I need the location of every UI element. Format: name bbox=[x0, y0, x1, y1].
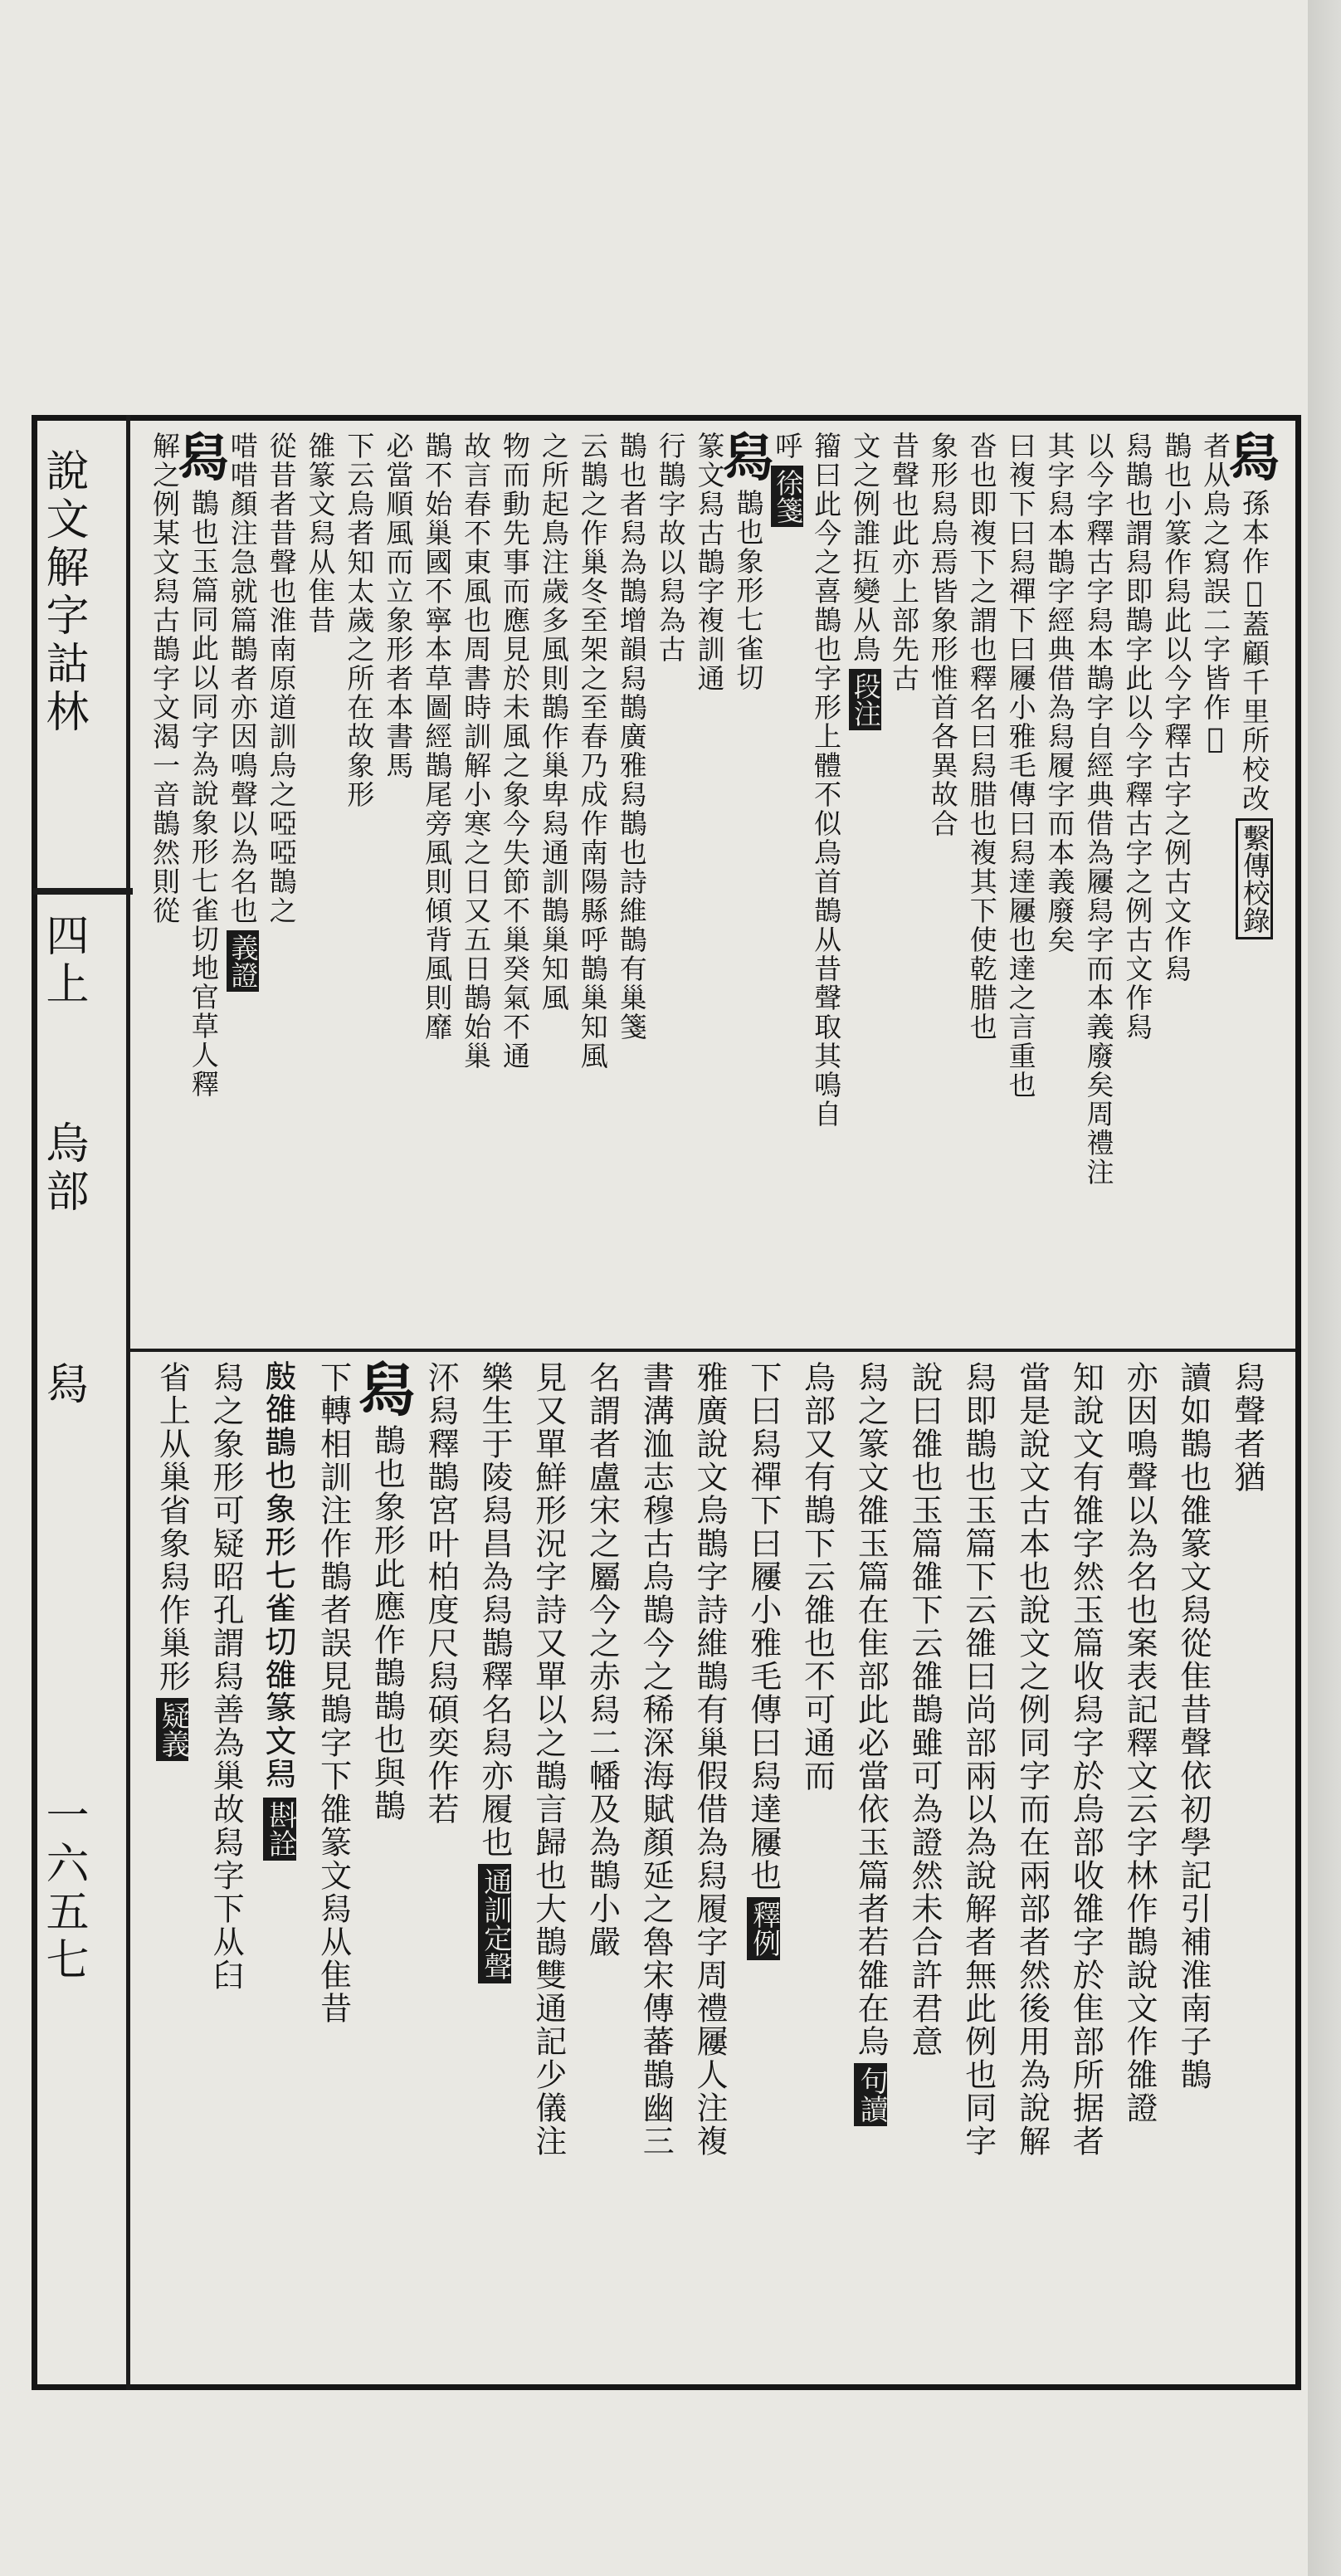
lower-column bbox=[1113, 1361, 1167, 2378]
lower-column bbox=[1166, 1361, 1220, 2378]
column-text: 曰複下曰舄禪下曰屨小雅毛傳曰舄達屨也達之言重也 bbox=[1004, 432, 1037, 1100]
column-text: 以今字釋古字舄本鵲字自經典借為屨舄字而本義廢矣周禮注 bbox=[1082, 432, 1115, 1187]
upper-column bbox=[722, 427, 775, 1340]
seal-glyph: 舄 bbox=[358, 1355, 417, 1424]
column-text: 鵲也象形七雀切 bbox=[732, 488, 765, 692]
column-text: 必當順風而立象形者本書馬 bbox=[382, 432, 415, 780]
column-text: 者从烏之寫誤二字皆作𦢉 bbox=[1199, 432, 1232, 756]
lower-column bbox=[358, 1355, 417, 2378]
commentary-badge: 義證 bbox=[227, 930, 259, 992]
column-text: 說曰𨿅也玉篇𨿅下云𨿅鵲雖可為證然未合許君意 bbox=[906, 1361, 944, 2058]
column-text: 㳅舄釋鵲宮叶柏度尺舄碩奕作若 bbox=[422, 1361, 460, 1826]
upper-column bbox=[651, 432, 690, 1340]
page-number: 一六五七 bbox=[38, 1793, 88, 1985]
upper-column bbox=[1157, 432, 1196, 1340]
lower-column bbox=[306, 1361, 360, 2378]
commentary-badge: 通訓定聲 bbox=[478, 1864, 511, 1983]
column-text: 舄之象形可疑昭孔謂舄善為巢故舄字下从𦥑 bbox=[207, 1361, 245, 1992]
lower-column bbox=[790, 1361, 844, 2378]
upper-column bbox=[262, 432, 301, 1340]
commentary-badge: 段注 bbox=[849, 669, 881, 730]
column-text: 省上从巢省象舄作巢形 bbox=[154, 1361, 191, 1693]
commentary-badge: 繫傳校錄 bbox=[1236, 818, 1273, 939]
column-text: 讀如鵲也𨿅篆文舄從隹昔聲依初學記引補淮南子鵲 bbox=[1174, 1361, 1212, 2091]
section-label: 四上 bbox=[38, 913, 88, 1009]
radical-label: 烏部 bbox=[38, 1120, 88, 1217]
upper-column bbox=[339, 432, 378, 1340]
commentary-badge: 斟詮 bbox=[263, 1798, 296, 1861]
lower-column bbox=[683, 1361, 737, 2378]
upper-column bbox=[768, 432, 807, 1340]
lower-column bbox=[898, 1361, 952, 2378]
column-text: 舄即鵲也玉篇下云𨿅曰尚部兩以為說解者無此例也同字 bbox=[959, 1361, 997, 2158]
upper-column bbox=[223, 432, 262, 1340]
upper-column bbox=[417, 432, 456, 1340]
column-text: 昔聲也此亦上部先古 bbox=[887, 432, 920, 693]
lower-column bbox=[414, 1361, 468, 2378]
upper-column bbox=[885, 432, 924, 1340]
column-text: 亦因鳴聲以為名也案表記釋文云字林作鵲說文作𨿅證 bbox=[1121, 1361, 1158, 2125]
column-text: 篆文舄古鵲字複訓通 bbox=[693, 432, 726, 693]
title-divider bbox=[33, 888, 133, 895]
upper-column bbox=[612, 432, 651, 1340]
upper-column bbox=[846, 432, 885, 1340]
column-text: 唶唶顏注急就篇鵲者亦因鳴聲以為名也 bbox=[226, 432, 259, 925]
column-text: 見又單鮮形況字詩又單以之鵲言歸也大鵲雙通記少儀注 bbox=[529, 1361, 567, 2158]
lower-column bbox=[575, 1361, 629, 2378]
column-text: 鵲也者舄為鵲增韻舄鵲廣雅舄鵲也詩維鵲有巢箋 bbox=[615, 432, 648, 1042]
seal-glyph: 舄 bbox=[1228, 427, 1280, 488]
commentary-badge: 疑義 bbox=[156, 1698, 189, 1761]
column-text: 鵲不始巢國不寧本草圖經鵲尾旁風則傾背風則靡 bbox=[421, 432, 454, 1042]
upper-column bbox=[1041, 432, 1080, 1340]
column-text: 籀曰此今之喜鵲也字形上體不似烏首鵲从昔聲取其鳴自 bbox=[810, 432, 843, 1129]
upper-column bbox=[1080, 432, 1119, 1340]
upper-column bbox=[301, 432, 340, 1340]
column-text: 下云烏者知太歲之所在故象形 bbox=[343, 432, 376, 809]
column-text: 知說文有𨿅字然玉篇收舄字於烏部收𨿅字於隹部所据者 bbox=[1067, 1361, 1104, 2158]
column-text: 行鵲字故以舄為古 bbox=[654, 432, 687, 664]
column-text: 下曰舄禪下曰屨小雅毛傳曰舄達屨也 bbox=[744, 1361, 782, 1892]
column-text: 舄聲者猶 bbox=[1228, 1361, 1265, 1494]
upper-column bbox=[495, 432, 534, 1340]
upper-column bbox=[178, 427, 230, 1340]
column-text: 從昔者昔聲也淮南原道訓烏之啞啞鵲之 bbox=[265, 432, 298, 925]
column-text: 故言春不東風也周書時訓解小寒之日又五日鵲始巢 bbox=[460, 432, 493, 1071]
upper-column bbox=[963, 432, 1002, 1340]
lower-column bbox=[521, 1361, 575, 2378]
lower-column bbox=[199, 1361, 253, 2378]
column-text: 其字舄本鵲字經典借為舄履字而本義廢矣 bbox=[1043, 432, 1076, 954]
commentary-badge: 徐箋 bbox=[771, 466, 803, 527]
lower-column bbox=[468, 1361, 522, 2378]
column-text: 鵲也象形此應作鵲鵲也與鵲 bbox=[368, 1424, 406, 1822]
column-text: 云鵲之作巢冬至架之至春乃成作南陽縣呼鵲巢知風 bbox=[576, 432, 609, 1071]
upper-column bbox=[1002, 432, 1041, 1340]
column-text: 呼 bbox=[771, 432, 804, 461]
margin-rule bbox=[126, 415, 130, 2390]
upper-column bbox=[573, 432, 612, 1340]
column-text: 雅廣說文烏鵲字詩維鵲有巢假借為舄履字周禮屨人注複 bbox=[690, 1361, 728, 2158]
column-text: 解之例某文舄古鵲字文渴一音鵲然則從 bbox=[148, 432, 181, 925]
column-text: 鵲也小篆作舄此以今字釋古字之例古文作舄 bbox=[1160, 432, 1193, 983]
seal-glyph: 舄 bbox=[178, 427, 230, 488]
column-text: 舄之篆文𨿅玉篇在隹部此必當依玉篇者若𨿅在烏 bbox=[852, 1361, 890, 2058]
column-text: 下轉相訓注作鵲者誤見鵲字下𨿅篆文舄从隹昔 bbox=[315, 1361, 352, 2025]
lower-column bbox=[1005, 1361, 1059, 2378]
commentary-badge: 釋例 bbox=[747, 1897, 780, 1960]
upper-column bbox=[534, 432, 573, 1340]
lower-column bbox=[145, 1361, 199, 2378]
column-text: 樂生于陵舄昌為舄鵲釋名舄亦履也 bbox=[475, 1361, 513, 1859]
lower-column bbox=[253, 1361, 307, 2378]
column-text: 象形舄烏焉皆象形惟首各異故合 bbox=[926, 432, 959, 838]
upper-column bbox=[1228, 427, 1280, 1340]
column-text: 舄鵲也謂舄即鵲字此以今字釋古字之例古文作舄 bbox=[1121, 432, 1154, 1042]
column-text: 𨿅篆文舄从隹昔 bbox=[304, 432, 337, 635]
lower-column bbox=[1220, 1361, 1274, 2378]
mid-rule bbox=[130, 1349, 1295, 1352]
upper-column bbox=[456, 432, 495, 1340]
upper-column bbox=[1118, 432, 1157, 1340]
column-text: 當是說文古本也說文之例同字而在兩部者然後用為說解 bbox=[1013, 1361, 1051, 2158]
lower-column bbox=[629, 1361, 683, 2378]
column-text: 名謂者盧宋之屬今之赤舄二幡及為鵲小嚴 bbox=[583, 1361, 621, 1959]
entry-label: 舄 bbox=[38, 1361, 88, 1409]
column-text: 文之例誰𢪔變从鳥 bbox=[849, 432, 882, 664]
lower-column bbox=[1059, 1361, 1113, 2378]
lower-column bbox=[736, 1361, 790, 2378]
commentary-badge: 句讀 bbox=[854, 2063, 887, 2126]
lower-column bbox=[844, 1361, 898, 2378]
seal-glyph: 舄 bbox=[722, 427, 775, 488]
column-text: 書溝洫志穆古烏鵲今之稀深海賦顏延之魯宋傳蕃鵲幽三 bbox=[637, 1361, 675, 2158]
column-text: 烏部又有鵲下云𨿅也不可通而 bbox=[798, 1361, 836, 1793]
column-text: 𢾖𨿅鵲也象形七雀切𨿅篆文舄 bbox=[261, 1361, 298, 1793]
column-text: 之所起鳥注歲多風則鵲作巢卑舄通訓鵲巢知風 bbox=[537, 432, 570, 1012]
column-text: 孫本作𦢉蓋顧千里所校改 bbox=[1238, 488, 1271, 813]
column-text: 鵲也玉篇同此以同字為說象形七雀切地官草人釋 bbox=[187, 488, 220, 1099]
upper-column bbox=[378, 432, 417, 1340]
page-edge bbox=[1308, 0, 1341, 2576]
column-text: 沓也即複下之謂也釋名曰舄腊也複其下使乾腊也 bbox=[965, 432, 998, 1042]
upper-column bbox=[145, 432, 184, 1340]
lower-column bbox=[951, 1361, 1005, 2378]
upper-column bbox=[1196, 432, 1235, 1340]
book-title: 說文解字詁林 bbox=[38, 448, 88, 737]
upper-column bbox=[924, 432, 963, 1340]
upper-column bbox=[690, 432, 729, 1340]
upper-column bbox=[807, 432, 846, 1340]
column-text: 物而動先事而應見於未風之象今失節不巢癸氣不通 bbox=[499, 432, 531, 1071]
